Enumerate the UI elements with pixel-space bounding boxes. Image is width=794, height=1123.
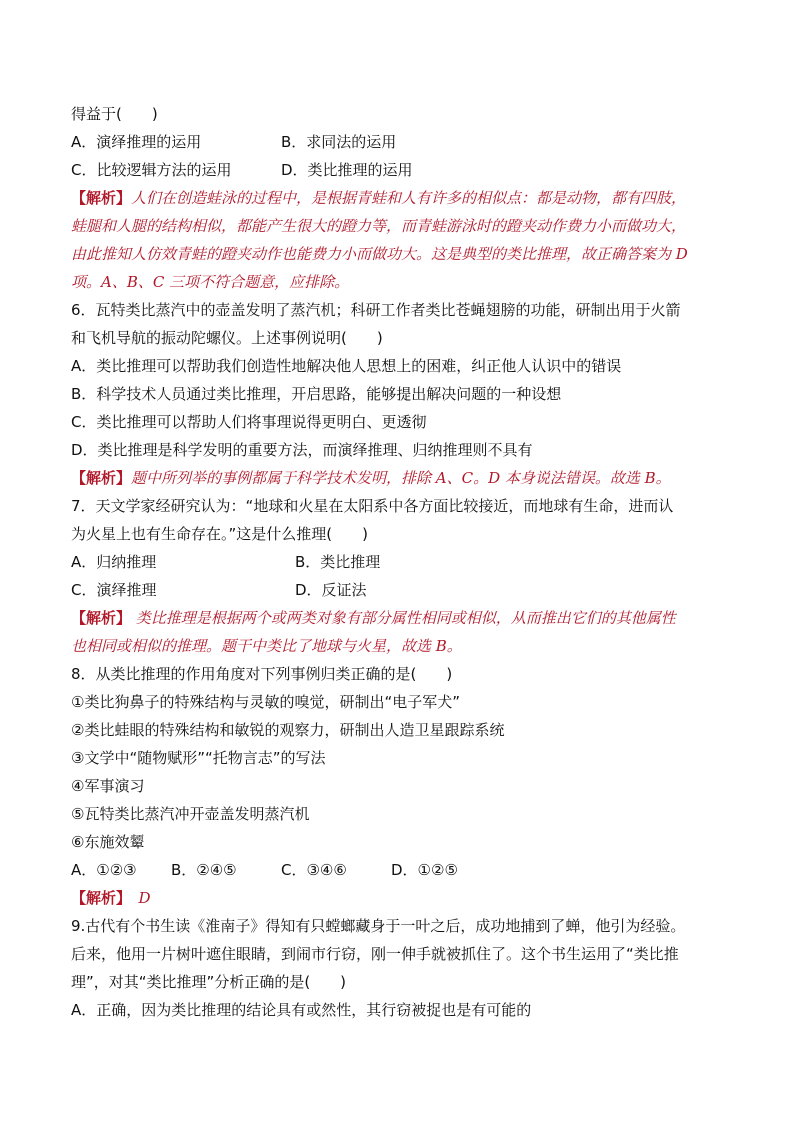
q8-options-row <box>71 856 731 884</box>
q5-stem-tail: 得益于( ) <box>71 105 158 123</box>
q5-option-b: B．求同法的运用 <box>281 133 397 151</box>
document-page <box>71 100 731 1024</box>
q9-stem-line: 9.古代有个书生读《淮南子》得知有只螳螂藏身于一叶之后，成功地捕到了蝉，他引为经验。 <box>71 917 686 935</box>
q8-item: ④军事演习 <box>71 777 145 795</box>
q9-option-a: A．正确，因为类比推理的结论具有或然性，其行窃被捉也是有可能的 <box>71 1001 532 1019</box>
q6-analysis <box>71 464 731 492</box>
q5-options-row2 <box>71 156 731 184</box>
q8-option-c: C．③④⑥ <box>281 861 347 879</box>
q6-option-c: C．类比推理可以帮助人们将事理说得更明白、更透彻 <box>71 413 427 431</box>
q5-option-a: A．演绎推理的运用 <box>71 133 202 151</box>
q6-option-d: D．类比推理是科学发明的重要方法，而演绎推理、归纳推理则不具有 <box>71 441 533 459</box>
q8-item: ②类比蛙眼的特殊结构和敏锐的观察力，研制出人造卫星跟踪系统 <box>71 721 505 739</box>
q7-option-a: A．归纳推理 <box>71 553 157 571</box>
analysis-tag: 【解析】 <box>71 889 124 907</box>
q7-analysis-line: 类比推理是根据两个或两类对象有部分属性相同或相似，从而推出它们的其他属性 <box>131 609 676 627</box>
q9-stem-line: 后来，他用一片树叶遮住眼睛，到闹市行窃，刚一伸手就被抓住了。这个书生运用了“类比推 <box>71 945 679 963</box>
q8-analysis-answer: D <box>123 889 151 907</box>
q8-item: ①类比狗鼻子的特殊结构与灵敏的嗅觉，研制出“电子军犬” <box>71 693 460 711</box>
q9-stem-line: 理”，对其“类比推理”分析正确的是( ) <box>71 973 347 991</box>
q7-option-c: C．演绎推理 <box>71 581 157 599</box>
analysis-tag: 【解析】 <box>71 469 132 487</box>
q6-stem-line: 和飞机导航的振动陀螺仪。上述事例说明( ) <box>71 329 383 347</box>
q6-option-b: B．科学技术人员通过类比推理，开启思路，能够提出解决问题的一种设想 <box>71 385 562 403</box>
q8-analysis <box>71 884 731 912</box>
q8-item: ③文学中“随物赋形”“托物言志”的写法 <box>71 749 326 767</box>
q5-option-c: C．比较逻辑方法的运用 <box>71 161 232 179</box>
q5-analysis-line: 蛙腿和人腿的结构相似，都能产生很大的蹬力等，而青蛙游泳时的蹬夹动作费力小而做功大， <box>71 217 687 235</box>
q6-analysis-text: 题中所列举的事例都属于科学技术发明，排除 A、C。D 本身说法错误。故选 B。 <box>131 469 671 487</box>
q5-options-row1 <box>71 128 731 156</box>
q5-analysis-line: 项。A、B、C 三项不符合题意，应排除。 <box>71 273 350 291</box>
q8-option-d: D．①②⑤ <box>391 861 458 879</box>
q8-stem: 8．从类比推理的作用角度对下列事例归类正确的是( ) <box>71 665 453 683</box>
q5-analysis-line: 人们在创造蛙泳的过程中，是根据青蛙和人有许多的相似点：都是动物，都有四肢， <box>131 189 687 207</box>
q8-option-b: B．②④⑤ <box>171 861 237 879</box>
q7-stem-line: 7．天文学家经研究认为：“地球和火星在太阳系中各方面比较接近，而地球有生命，进而认 <box>71 497 674 515</box>
q5-analysis-line: 由此推知人仿效青蛙的蹬夹动作也能费力小而做功大。这是典型的类比推理，故正确答案为 D <box>71 245 688 263</box>
analysis-tag: 【解析】 <box>71 609 132 627</box>
q7-option-d: D．反证法 <box>295 581 367 599</box>
q7-analysis-line: 也相同或相似的推理。题干中类比了地球与火星，故选 B。 <box>71 637 462 655</box>
q7-options-row1 <box>71 548 731 576</box>
q5-analysis <box>71 184 731 212</box>
analysis-tag: 【解析】 <box>71 189 132 207</box>
q8-item: ⑥东施效颦 <box>71 833 145 851</box>
q8-item: ⑤瓦特类比蒸汽冲开壶盖发明蒸汽机 <box>71 805 310 823</box>
q8-option-a: A．①②③ <box>71 861 137 879</box>
q7-analysis <box>71 604 731 632</box>
q6-stem-line: 6．瓦特类比蒸汽中的壶盖发明了蒸汽机；科研工作者类比苍蝇翅膀的功能，研制出用于火箭 <box>71 301 681 319</box>
q6-option-a: A．类比推理可以帮助我们创造性地解决他人思想上的困难，纠正他人认识中的错误 <box>71 357 622 375</box>
q7-option-b: B．类比推理 <box>295 553 381 571</box>
q7-options-row2 <box>71 576 731 604</box>
q7-stem-line: 为火星上也有生命存在。”这是什么推理( ) <box>71 525 368 543</box>
q5-option-d: D．类比推理的运用 <box>281 161 413 179</box>
